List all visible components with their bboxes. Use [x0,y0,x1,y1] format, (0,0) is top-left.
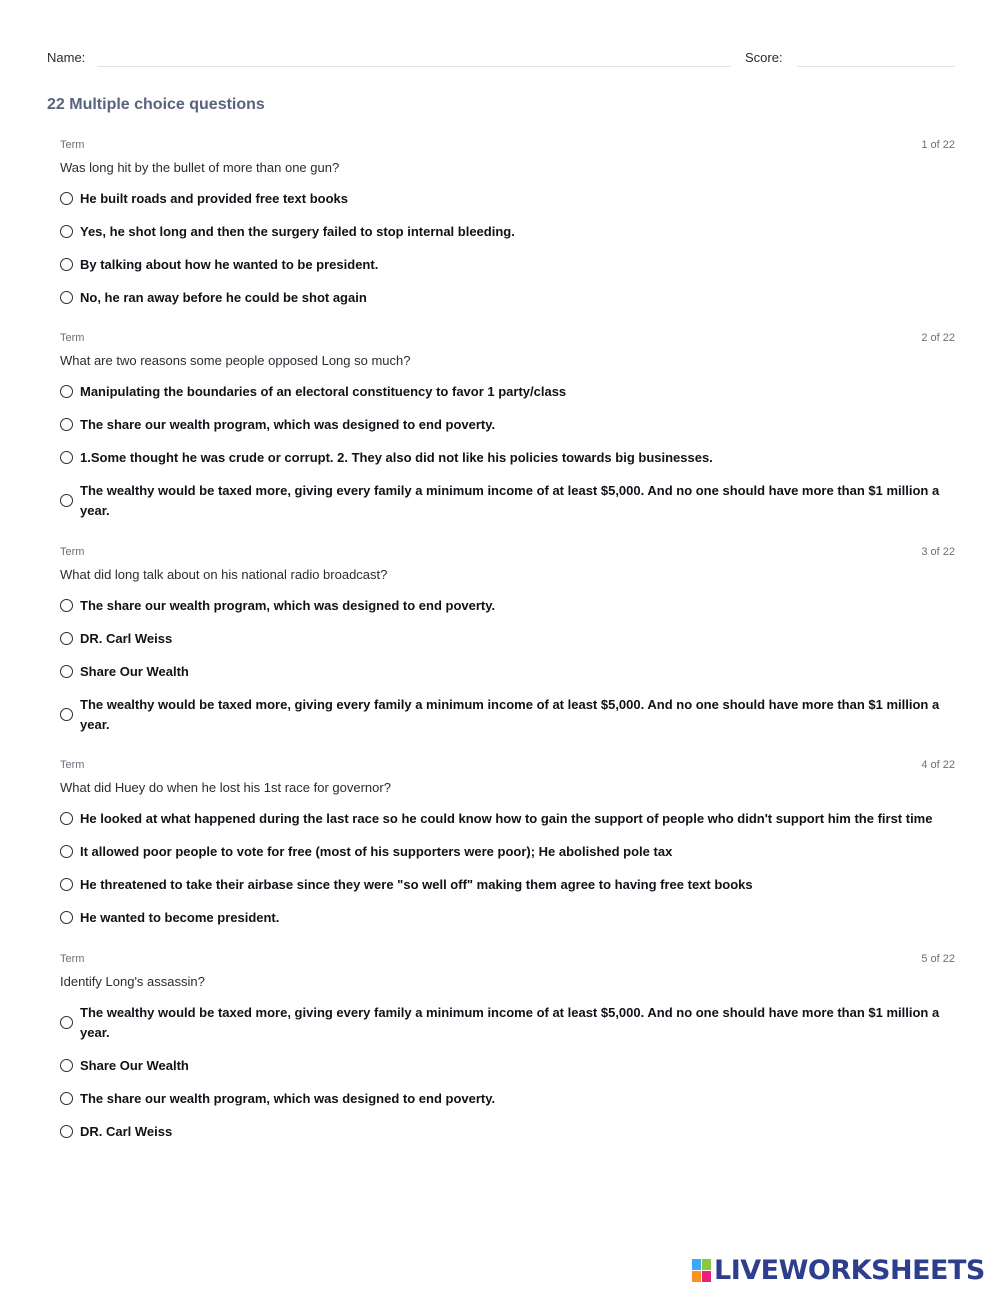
radio-button[interactable] [60,225,73,238]
options-list [60,189,955,308]
options-list [60,596,955,735]
option-text: The wealthy would be taxed more, giving every family a minimum income of at least $5,000. And no one should have more than $1 million a year. [80,483,940,518]
option-text: DR. Carl Weiss [80,631,173,646]
term-label: Term [60,759,85,771]
score-label: Score: [745,50,783,65]
radio-button[interactable] [60,291,73,304]
option-text: 1.Some thought he was crude or corrupt. 2. They also did not like his policies towards big businesses. [80,450,713,465]
header-row [47,48,955,70]
answer-option[interactable] [60,875,955,895]
question-prompt: What did Huey do when he lost his 1st race for governor? [60,780,391,795]
option-text: The wealthy would be taxed more, giving every family a minimum income of at least $5,000. And no one should have more than $1 million a year. [80,1005,940,1040]
radio-button[interactable] [60,878,73,891]
question-card [60,139,955,321]
radio-button[interactable] [60,494,73,507]
question-card [60,759,955,941]
question-prompt: What are two reasons some people opposed Long so much? [60,353,411,368]
option-text: The share our wealth program, which was designed to end poverty. [80,1091,496,1106]
option-text: Manipulating the boundaries of an electoral constituency to favor 1 party/class [80,384,567,399]
question-card [60,332,955,534]
answer-option[interactable] [60,415,955,435]
answer-option[interactable] [60,596,955,616]
answer-option[interactable] [60,222,955,242]
answer-option[interactable] [60,662,955,682]
option-text: The wealthy would be taxed more, giving every family a minimum income of at least $5,000. And no one should have more than $1 million a year. [80,697,940,732]
option-text: No, he ran away before he could be shot again [80,290,367,305]
radio-button[interactable] [60,418,73,431]
radio-button[interactable] [60,451,73,464]
question-counter: 5 of 22 [921,953,955,965]
answer-option[interactable] [60,1122,955,1142]
question-prompt: Identify Long's assassin? [60,974,205,989]
answer-option[interactable] [60,288,955,308]
answer-option[interactable] [60,448,955,468]
question-prompt: What did long talk about on his national radio broadcast? [60,567,388,582]
term-label: Term [60,953,85,965]
answer-option[interactable] [60,1089,955,1109]
question-counter: 1 of 22 [921,139,955,151]
answer-option[interactable] [60,189,955,209]
option-text: He threatened to take their airbase since they were "so well off" making them agree to having free text books [80,877,753,892]
radio-button[interactable] [60,812,73,825]
question-card [60,953,955,1155]
radio-button[interactable] [60,911,73,924]
question-card [60,546,955,748]
option-text: Yes, he shot long and then the surgery failed to stop internal bleeding. [80,224,515,239]
quiz-title: 22 Multiple choice questions [47,96,265,113]
answer-option[interactable] [60,629,955,649]
radio-button[interactable] [60,1125,73,1138]
question-counter: 2 of 22 [921,332,955,344]
term-label: Term [60,139,85,151]
radio-button[interactable] [60,599,73,612]
score-field[interactable] [797,66,955,67]
radio-button[interactable] [60,632,73,645]
radio-button[interactable] [60,258,73,271]
answer-option[interactable] [60,481,955,521]
question-counter: 4 of 22 [921,759,955,771]
name-field[interactable] [97,66,731,67]
options-list [60,382,955,521]
option-text: DR. Carl Weiss [80,1124,173,1139]
option-text: The share our wealth program, which was designed to end poverty. [80,598,496,613]
radio-button[interactable] [60,192,73,205]
option-text: He wanted to become president. [80,910,280,925]
radio-button[interactable] [60,1059,73,1072]
answer-option[interactable] [60,809,955,829]
term-label: Term [60,546,85,558]
radio-button[interactable] [60,385,73,398]
option-text: Share Our Wealth [80,1058,189,1073]
option-text: The share our wealth program, which was designed to end poverty. [80,417,496,432]
brand-wordmark: LIVEWORKSHEETS [714,1254,985,1286]
radio-button[interactable] [60,708,73,721]
options-list [60,1003,955,1142]
answer-option[interactable] [60,255,955,275]
radio-button[interactable] [60,665,73,678]
question-prompt: Was long hit by the bullet of more than one gun? [60,160,340,175]
liveworksheets-logo-icon [692,1259,711,1282]
option-text: Share Our Wealth [80,664,189,679]
option-text: By talking about how he wanted to be president. [80,257,379,272]
options-list [60,809,955,928]
answer-option[interactable] [60,908,955,928]
option-text: It allowed poor people to vote for free (most of his supporters were poor); He abolished pole tax [80,844,673,859]
question-counter: 3 of 22 [921,546,955,558]
term-label: Term [60,332,85,344]
option-text: He built roads and provided free text books [80,191,348,206]
answer-option[interactable] [60,382,955,402]
radio-button[interactable] [60,1092,73,1105]
option-text: He looked at what happened during the last race so he could know how to gain the support of people who didn't support him the first time [80,811,933,826]
liveworksheets-brand [692,1255,985,1285]
answer-option[interactable] [60,1003,955,1043]
answer-option[interactable] [60,695,955,735]
radio-button[interactable] [60,1016,73,1029]
radio-button[interactable] [60,845,73,858]
name-label: Name: [47,50,86,65]
answer-option[interactable] [60,1056,955,1076]
answer-option[interactable] [60,842,955,862]
